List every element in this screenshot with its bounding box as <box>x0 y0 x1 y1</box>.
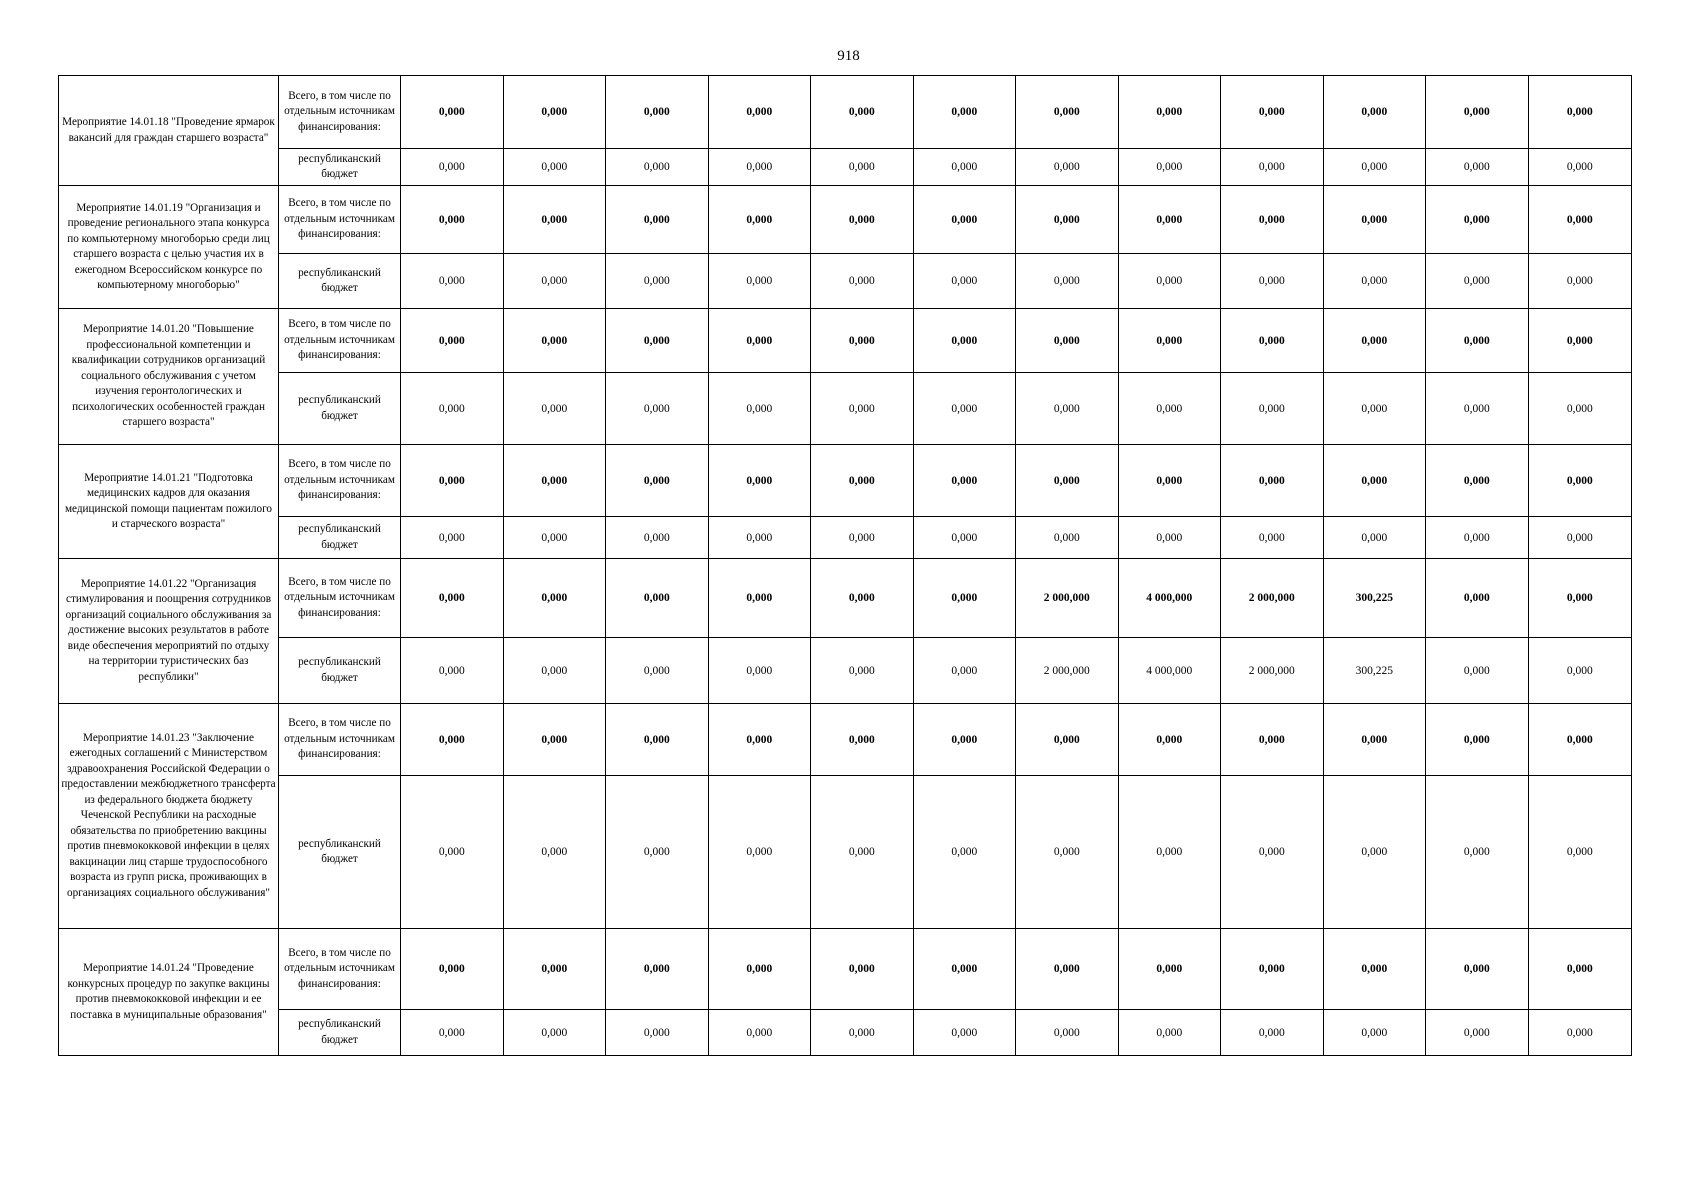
funding-source-cell: Всего, в том числе по отдельным источникам финансирования: <box>279 309 401 373</box>
value-cell: 0,000 <box>708 929 811 1010</box>
value-cell: 0,000 <box>1118 76 1221 149</box>
value-cell: 0,000 <box>1118 776 1221 929</box>
value-cell: 4 000,000 <box>1118 638 1221 704</box>
page-number: 918 <box>837 48 860 64</box>
value-cell: 0,000 <box>606 149 709 186</box>
value-cell: 0,000 <box>503 559 606 638</box>
event-name-cell: Мероприятие 14.01.24 "Проведение конкурсных процедур по закупке вакцины против пневмококковой инфекции и ее поставка в муниципальные образования" <box>59 929 279 1056</box>
value-cell: 0,000 <box>606 445 709 517</box>
value-cell: 0,000 <box>503 373 606 445</box>
value-cell: 0,000 <box>1323 517 1426 559</box>
total-row <box>59 309 1632 373</box>
value-cell: 0,000 <box>1426 517 1529 559</box>
value-cell: 2 000,000 <box>1016 559 1119 638</box>
value-cell: 0,000 <box>708 776 811 929</box>
event-name-cell: Мероприятие 14.01.23 "Заключение ежегодных соглашений с Министерством здравоохранения Российской Федерации о предоставлении межбюджетного трансферта из федерального бюджета бюджету Чеченской Республики на расходные обязательства по приобретению вакцины против пневмококковой инфекции в целях вакцинации лиц старше трудоспособного возраста из групп риска, проживающих в организациях социального обслуживания" <box>59 704 279 929</box>
value-cell: 0,000 <box>1323 929 1426 1010</box>
budget-row <box>59 776 1632 929</box>
value-cell: 0,000 <box>1323 1010 1426 1056</box>
value-cell: 0,000 <box>1118 517 1221 559</box>
value-cell: 0,000 <box>1118 254 1221 309</box>
event-name-cell: Мероприятие 14.01.21 "Подготовка медицинских кадров для оказания медицинской помощи пациентам пожилого и старческого возраста" <box>59 445 279 559</box>
value-cell: 0,000 <box>1323 445 1426 517</box>
value-cell: 0,000 <box>1118 1010 1221 1056</box>
value-cell: 0,000 <box>1221 254 1324 309</box>
value-cell: 0,000 <box>1528 373 1632 445</box>
value-cell: 0,000 <box>606 254 709 309</box>
value-cell: 0,000 <box>1221 373 1324 445</box>
value-cell: 0,000 <box>811 373 914 445</box>
funding-source-cell: республиканский бюджет <box>279 149 401 186</box>
total-row <box>59 704 1632 776</box>
value-cell: 0,000 <box>1528 776 1632 929</box>
value-cell: 0,000 <box>1016 186 1119 254</box>
value-cell: 300,225 <box>1323 559 1426 638</box>
value-cell: 0,000 <box>401 776 504 929</box>
value-cell: 0,000 <box>811 1010 914 1056</box>
value-cell: 0,000 <box>1528 186 1632 254</box>
funding-source-cell: Всего, в том числе по отдельным источникам финансирования: <box>279 186 401 254</box>
value-cell: 0,000 <box>1016 309 1119 373</box>
value-cell: 0,000 <box>1221 517 1324 559</box>
value-cell: 0,000 <box>401 704 504 776</box>
value-cell: 2 000,000 <box>1221 559 1324 638</box>
value-cell: 0,000 <box>503 929 606 1010</box>
value-cell: 0,000 <box>913 149 1016 186</box>
value-cell: 0,000 <box>1016 373 1119 445</box>
value-cell: 0,000 <box>1016 929 1119 1010</box>
value-cell: 0,000 <box>401 309 504 373</box>
value-cell: 0,000 <box>401 1010 504 1056</box>
value-cell: 0,000 <box>708 517 811 559</box>
funding-source-cell: Всего, в том числе по отдельным источникам финансирования: <box>279 445 401 517</box>
value-cell: 0,000 <box>913 373 1016 445</box>
value-cell: 0,000 <box>1528 517 1632 559</box>
funding-source-cell: республиканский бюджет <box>279 254 401 309</box>
value-cell: 0,000 <box>811 776 914 929</box>
value-cell: 0,000 <box>811 638 914 704</box>
value-cell: 0,000 <box>401 445 504 517</box>
value-cell: 0,000 <box>1323 76 1426 149</box>
value-cell: 0,000 <box>503 186 606 254</box>
value-cell: 0,000 <box>1016 149 1119 186</box>
value-cell: 0,000 <box>708 254 811 309</box>
funding-source-cell: Всего, в том числе по отдельным источникам финансирования: <box>279 704 401 776</box>
value-cell: 0,000 <box>606 704 709 776</box>
value-cell: 0,000 <box>503 76 606 149</box>
value-cell: 0,000 <box>1528 638 1632 704</box>
value-cell: 0,000 <box>913 1010 1016 1056</box>
value-cell: 0,000 <box>1118 309 1221 373</box>
value-cell: 0,000 <box>708 638 811 704</box>
value-cell: 0,000 <box>1221 186 1324 254</box>
value-cell: 0,000 <box>913 445 1016 517</box>
value-cell: 0,000 <box>1221 445 1324 517</box>
value-cell: 0,000 <box>708 704 811 776</box>
value-cell: 0,000 <box>811 517 914 559</box>
value-cell: 0,000 <box>1221 309 1324 373</box>
value-cell: 0,000 <box>811 76 914 149</box>
value-cell: 0,000 <box>1426 445 1529 517</box>
table-body <box>59 76 1632 1056</box>
budget-row <box>59 638 1632 704</box>
value-cell: 0,000 <box>913 704 1016 776</box>
value-cell: 4 000,000 <box>1118 559 1221 638</box>
value-cell: 0,000 <box>1426 929 1529 1010</box>
value-cell: 0,000 <box>401 559 504 638</box>
value-cell: 0,000 <box>913 638 1016 704</box>
funding-source-cell: Всего, в том числе по отдельным источникам финансирования: <box>279 559 401 638</box>
value-cell: 0,000 <box>1426 704 1529 776</box>
value-cell: 0,000 <box>913 929 1016 1010</box>
event-name-cell: Мероприятие 14.01.18 "Проведение ярмарок вакансий для граждан старшего возраста" <box>59 76 279 186</box>
value-cell: 0,000 <box>1118 186 1221 254</box>
value-cell: 0,000 <box>401 76 504 149</box>
value-cell: 0,000 <box>1118 445 1221 517</box>
value-cell: 0,000 <box>1323 309 1426 373</box>
value-cell: 0,000 <box>1528 254 1632 309</box>
value-cell: 0,000 <box>1426 1010 1529 1056</box>
value-cell: 0,000 <box>1426 309 1529 373</box>
value-cell: 0,000 <box>913 517 1016 559</box>
value-cell: 2 000,000 <box>1221 638 1324 704</box>
value-cell: 0,000 <box>1426 186 1529 254</box>
funding-source-cell: республиканский бюджет <box>279 1010 401 1056</box>
value-cell: 0,000 <box>1426 559 1529 638</box>
value-cell: 0,000 <box>1528 76 1632 149</box>
value-cell: 0,000 <box>503 704 606 776</box>
value-cell: 0,000 <box>503 445 606 517</box>
value-cell: 0,000 <box>503 149 606 186</box>
financing-table <box>58 75 1632 1056</box>
total-row <box>59 445 1632 517</box>
value-cell: 0,000 <box>1323 186 1426 254</box>
value-cell: 0,000 <box>1221 704 1324 776</box>
value-cell: 0,000 <box>913 76 1016 149</box>
value-cell: 0,000 <box>401 929 504 1010</box>
value-cell: 0,000 <box>401 254 504 309</box>
value-cell: 2 000,000 <box>1016 638 1119 704</box>
value-cell: 0,000 <box>503 309 606 373</box>
value-cell: 0,000 <box>606 309 709 373</box>
value-cell: 0,000 <box>1118 373 1221 445</box>
value-cell: 0,000 <box>606 776 709 929</box>
value-cell: 0,000 <box>811 929 914 1010</box>
total-row <box>59 76 1632 149</box>
value-cell: 0,000 <box>401 373 504 445</box>
value-cell: 0,000 <box>913 776 1016 929</box>
value-cell: 0,000 <box>401 517 504 559</box>
value-cell: 0,000 <box>913 186 1016 254</box>
value-cell: 0,000 <box>1528 149 1632 186</box>
value-cell: 0,000 <box>708 559 811 638</box>
value-cell: 0,000 <box>1426 254 1529 309</box>
value-cell: 0,000 <box>1528 445 1632 517</box>
value-cell: 300,225 <box>1323 638 1426 704</box>
value-cell: 0,000 <box>811 149 914 186</box>
value-cell: 0,000 <box>606 1010 709 1056</box>
value-cell: 0,000 <box>708 445 811 517</box>
value-cell: 0,000 <box>606 638 709 704</box>
value-cell: 0,000 <box>606 76 709 149</box>
value-cell: 0,000 <box>1323 776 1426 929</box>
value-cell: 0,000 <box>1426 776 1529 929</box>
value-cell: 0,000 <box>1528 1010 1632 1056</box>
value-cell: 0,000 <box>1528 929 1632 1010</box>
value-cell: 0,000 <box>1426 149 1529 186</box>
value-cell: 0,000 <box>1016 704 1119 776</box>
value-cell: 0,000 <box>503 1010 606 1056</box>
value-cell: 0,000 <box>1221 929 1324 1010</box>
event-name-cell: Мероприятие 14.01.20 "Повышение профессиональной компетенции и квалификации сотрудников организаций социального обслуживания с учетом изучения геронтологических и психологических особенностей граждан старшего возраста" <box>59 309 279 445</box>
value-cell: 0,000 <box>811 254 914 309</box>
funding-source-cell: Всего, в том числе по отдельным источникам финансирования: <box>279 76 401 149</box>
value-cell: 0,000 <box>401 186 504 254</box>
value-cell: 0,000 <box>708 373 811 445</box>
value-cell: 0,000 <box>811 309 914 373</box>
value-cell: 0,000 <box>606 929 709 1010</box>
value-cell: 0,000 <box>606 373 709 445</box>
value-cell: 0,000 <box>1118 704 1221 776</box>
value-cell: 0,000 <box>708 76 811 149</box>
value-cell: 0,000 <box>1426 638 1529 704</box>
total-row <box>59 186 1632 254</box>
budget-row <box>59 517 1632 559</box>
total-row <box>59 559 1632 638</box>
funding-source-cell: республиканский бюджет <box>279 638 401 704</box>
value-cell: 0,000 <box>1016 76 1119 149</box>
value-cell: 0,000 <box>1323 149 1426 186</box>
value-cell: 0,000 <box>1221 76 1324 149</box>
value-cell: 0,000 <box>1118 149 1221 186</box>
budget-row <box>59 149 1632 186</box>
value-cell: 0,000 <box>1528 704 1632 776</box>
value-cell: 0,000 <box>503 254 606 309</box>
budget-row <box>59 373 1632 445</box>
value-cell: 0,000 <box>1016 254 1119 309</box>
value-cell: 0,000 <box>503 776 606 929</box>
value-cell: 0,000 <box>1426 373 1529 445</box>
value-cell: 0,000 <box>1016 445 1119 517</box>
value-cell: 0,000 <box>811 704 914 776</box>
value-cell: 0,000 <box>708 186 811 254</box>
value-cell: 0,000 <box>1016 1010 1119 1056</box>
value-cell: 0,000 <box>1426 76 1529 149</box>
value-cell: 0,000 <box>1323 373 1426 445</box>
funding-source-cell: республиканский бюджет <box>279 517 401 559</box>
value-cell: 0,000 <box>401 638 504 704</box>
funding-source-cell: республиканский бюджет <box>279 373 401 445</box>
value-cell: 0,000 <box>708 149 811 186</box>
total-row <box>59 929 1632 1010</box>
value-cell: 0,000 <box>913 559 1016 638</box>
event-name-cell: Мероприятие 14.01.22 "Организация стимулирования и поощрения сотрудников организаций социального обслуживания за достижение высоких результатов в работе виде обеспечения мероприятий по отдыху на территории туристических баз республики" <box>59 559 279 704</box>
value-cell: 0,000 <box>1016 776 1119 929</box>
budget-row <box>59 1010 1632 1056</box>
funding-source-cell: республиканский бюджет <box>279 776 401 929</box>
value-cell: 0,000 <box>708 1010 811 1056</box>
value-cell: 0,000 <box>503 517 606 559</box>
value-cell: 0,000 <box>1221 776 1324 929</box>
value-cell: 0,000 <box>1323 704 1426 776</box>
value-cell: 0,000 <box>1528 559 1632 638</box>
value-cell: 0,000 <box>811 186 914 254</box>
value-cell: 0,000 <box>1221 1010 1324 1056</box>
value-cell: 0,000 <box>401 149 504 186</box>
value-cell: 0,000 <box>913 309 1016 373</box>
funding-source-cell: Всего, в том числе по отдельным источникам финансирования: <box>279 929 401 1010</box>
value-cell: 0,000 <box>1016 517 1119 559</box>
value-cell: 0,000 <box>1528 309 1632 373</box>
value-cell: 0,000 <box>913 254 1016 309</box>
value-cell: 0,000 <box>503 638 606 704</box>
value-cell: 0,000 <box>1323 254 1426 309</box>
value-cell: 0,000 <box>811 445 914 517</box>
value-cell: 0,000 <box>606 559 709 638</box>
value-cell: 0,000 <box>1118 929 1221 1010</box>
event-name-cell: Мероприятие 14.01.19 "Организация и проведение регионального этапа конкурса по компьютерному многоборью среди лиц старшего возраста с целью участия их в ежегодном Всероссийском конкурсе по компьютерному многоборью" <box>59 186 279 309</box>
value-cell: 0,000 <box>1221 149 1324 186</box>
value-cell: 0,000 <box>708 309 811 373</box>
budget-row <box>59 254 1632 309</box>
value-cell: 0,000 <box>606 186 709 254</box>
value-cell: 0,000 <box>811 559 914 638</box>
value-cell: 0,000 <box>606 517 709 559</box>
